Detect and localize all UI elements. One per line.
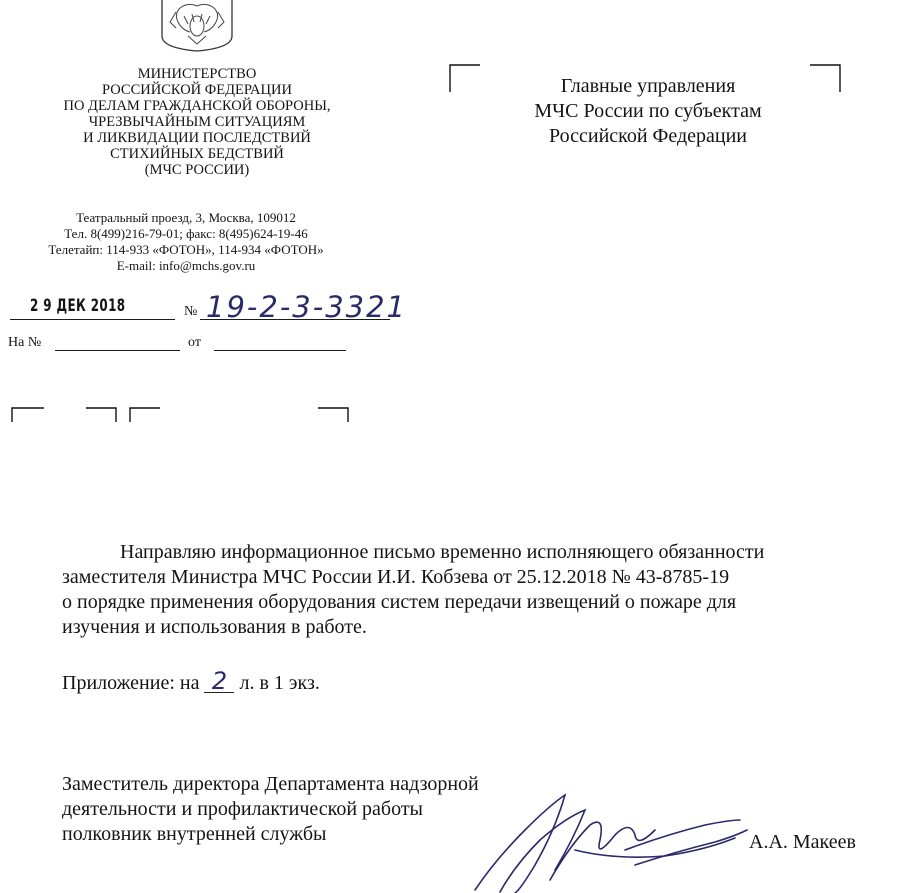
addressee-line: МЧС России по субъектам (534, 100, 762, 122)
attachment-pages: 2 (204, 670, 234, 693)
subject-brackets (0, 400, 360, 430)
addressee (488, 74, 808, 149)
from-underline (214, 350, 346, 351)
addressee-line: Российской Федерации (548, 125, 748, 147)
outgoing-number: 19-2-3-3321 (206, 290, 407, 324)
paragraph-line: Направляю информационное письмо временно исполняющего обязанности (120, 541, 765, 563)
signer-position (62, 772, 479, 847)
signature-scribble (455, 790, 755, 893)
date-underline (10, 319, 175, 320)
position-line: Заместитель директора Департамента надзорной (62, 773, 479, 795)
ministry-line: И ЛИКВИДАЦИИ ПОСЛЕДСТВИЙ (83, 130, 311, 146)
ministry-line: РОССИЙСКОЙ ФЕДЕРАЦИИ (102, 82, 292, 98)
paragraph-line: заместителя Министра МЧС России И.И. Кобзева от 25.12.2018 № 43-8785-19 (62, 566, 730, 588)
address-line: Театральный проезд, 3, Москва, 109012 (76, 210, 296, 225)
position-line: деятельности и профилактической работы (62, 798, 423, 820)
reply-to-label: На № (8, 335, 42, 350)
phone-line: Тел. 8(499)216-79-01; факс: 8(495)624-19-46 (64, 226, 308, 241)
attachment-line (62, 667, 320, 696)
ministry-line: ЧРЕЗВЫЧАЙНЫМ СИТУАЦИЯМ (88, 114, 306, 130)
from-label: от (188, 335, 201, 350)
paragraph-line: о порядке применения оборудования систем передачи извещений о пожаре для (62, 591, 737, 613)
attachment-suffix: л. в 1 экз. (239, 672, 320, 694)
teletype-line: Телетайп: 114-933 «ФОТОН», 114-934 «ФОТОН» (48, 242, 324, 257)
body-paragraph (62, 540, 882, 640)
ministry-line: ПО ДЕЛАМ ГРАЖДАНСКОЙ ОБОРОНЫ, (63, 98, 331, 114)
position-line: полковник внутренней службы (62, 823, 327, 845)
signer-name: А.А. Макеев (749, 831, 856, 853)
paragraph-line: изучения и использования в работе. (62, 616, 367, 638)
ministry-line: (МЧС РОССИИ) (144, 162, 250, 178)
ministry-line: СТИХИЙНЫХ БЕДСТВИЙ (110, 146, 284, 162)
date-stamp: 2 9 ДЕК 2018 (30, 296, 126, 316)
contact-block (0, 210, 372, 274)
emblem-icon (158, 0, 236, 52)
ministry-name (0, 66, 394, 178)
reply-to-underline (55, 350, 180, 351)
number-label: № (184, 304, 198, 319)
ministry-line: МИНИСТЕРСТВО (137, 66, 257, 82)
attachment-prefix: Приложение: на (62, 672, 200, 694)
addressee-line: Главные управления (560, 75, 736, 97)
email-line: E-mail: info@mchs.gov.ru (116, 258, 256, 273)
